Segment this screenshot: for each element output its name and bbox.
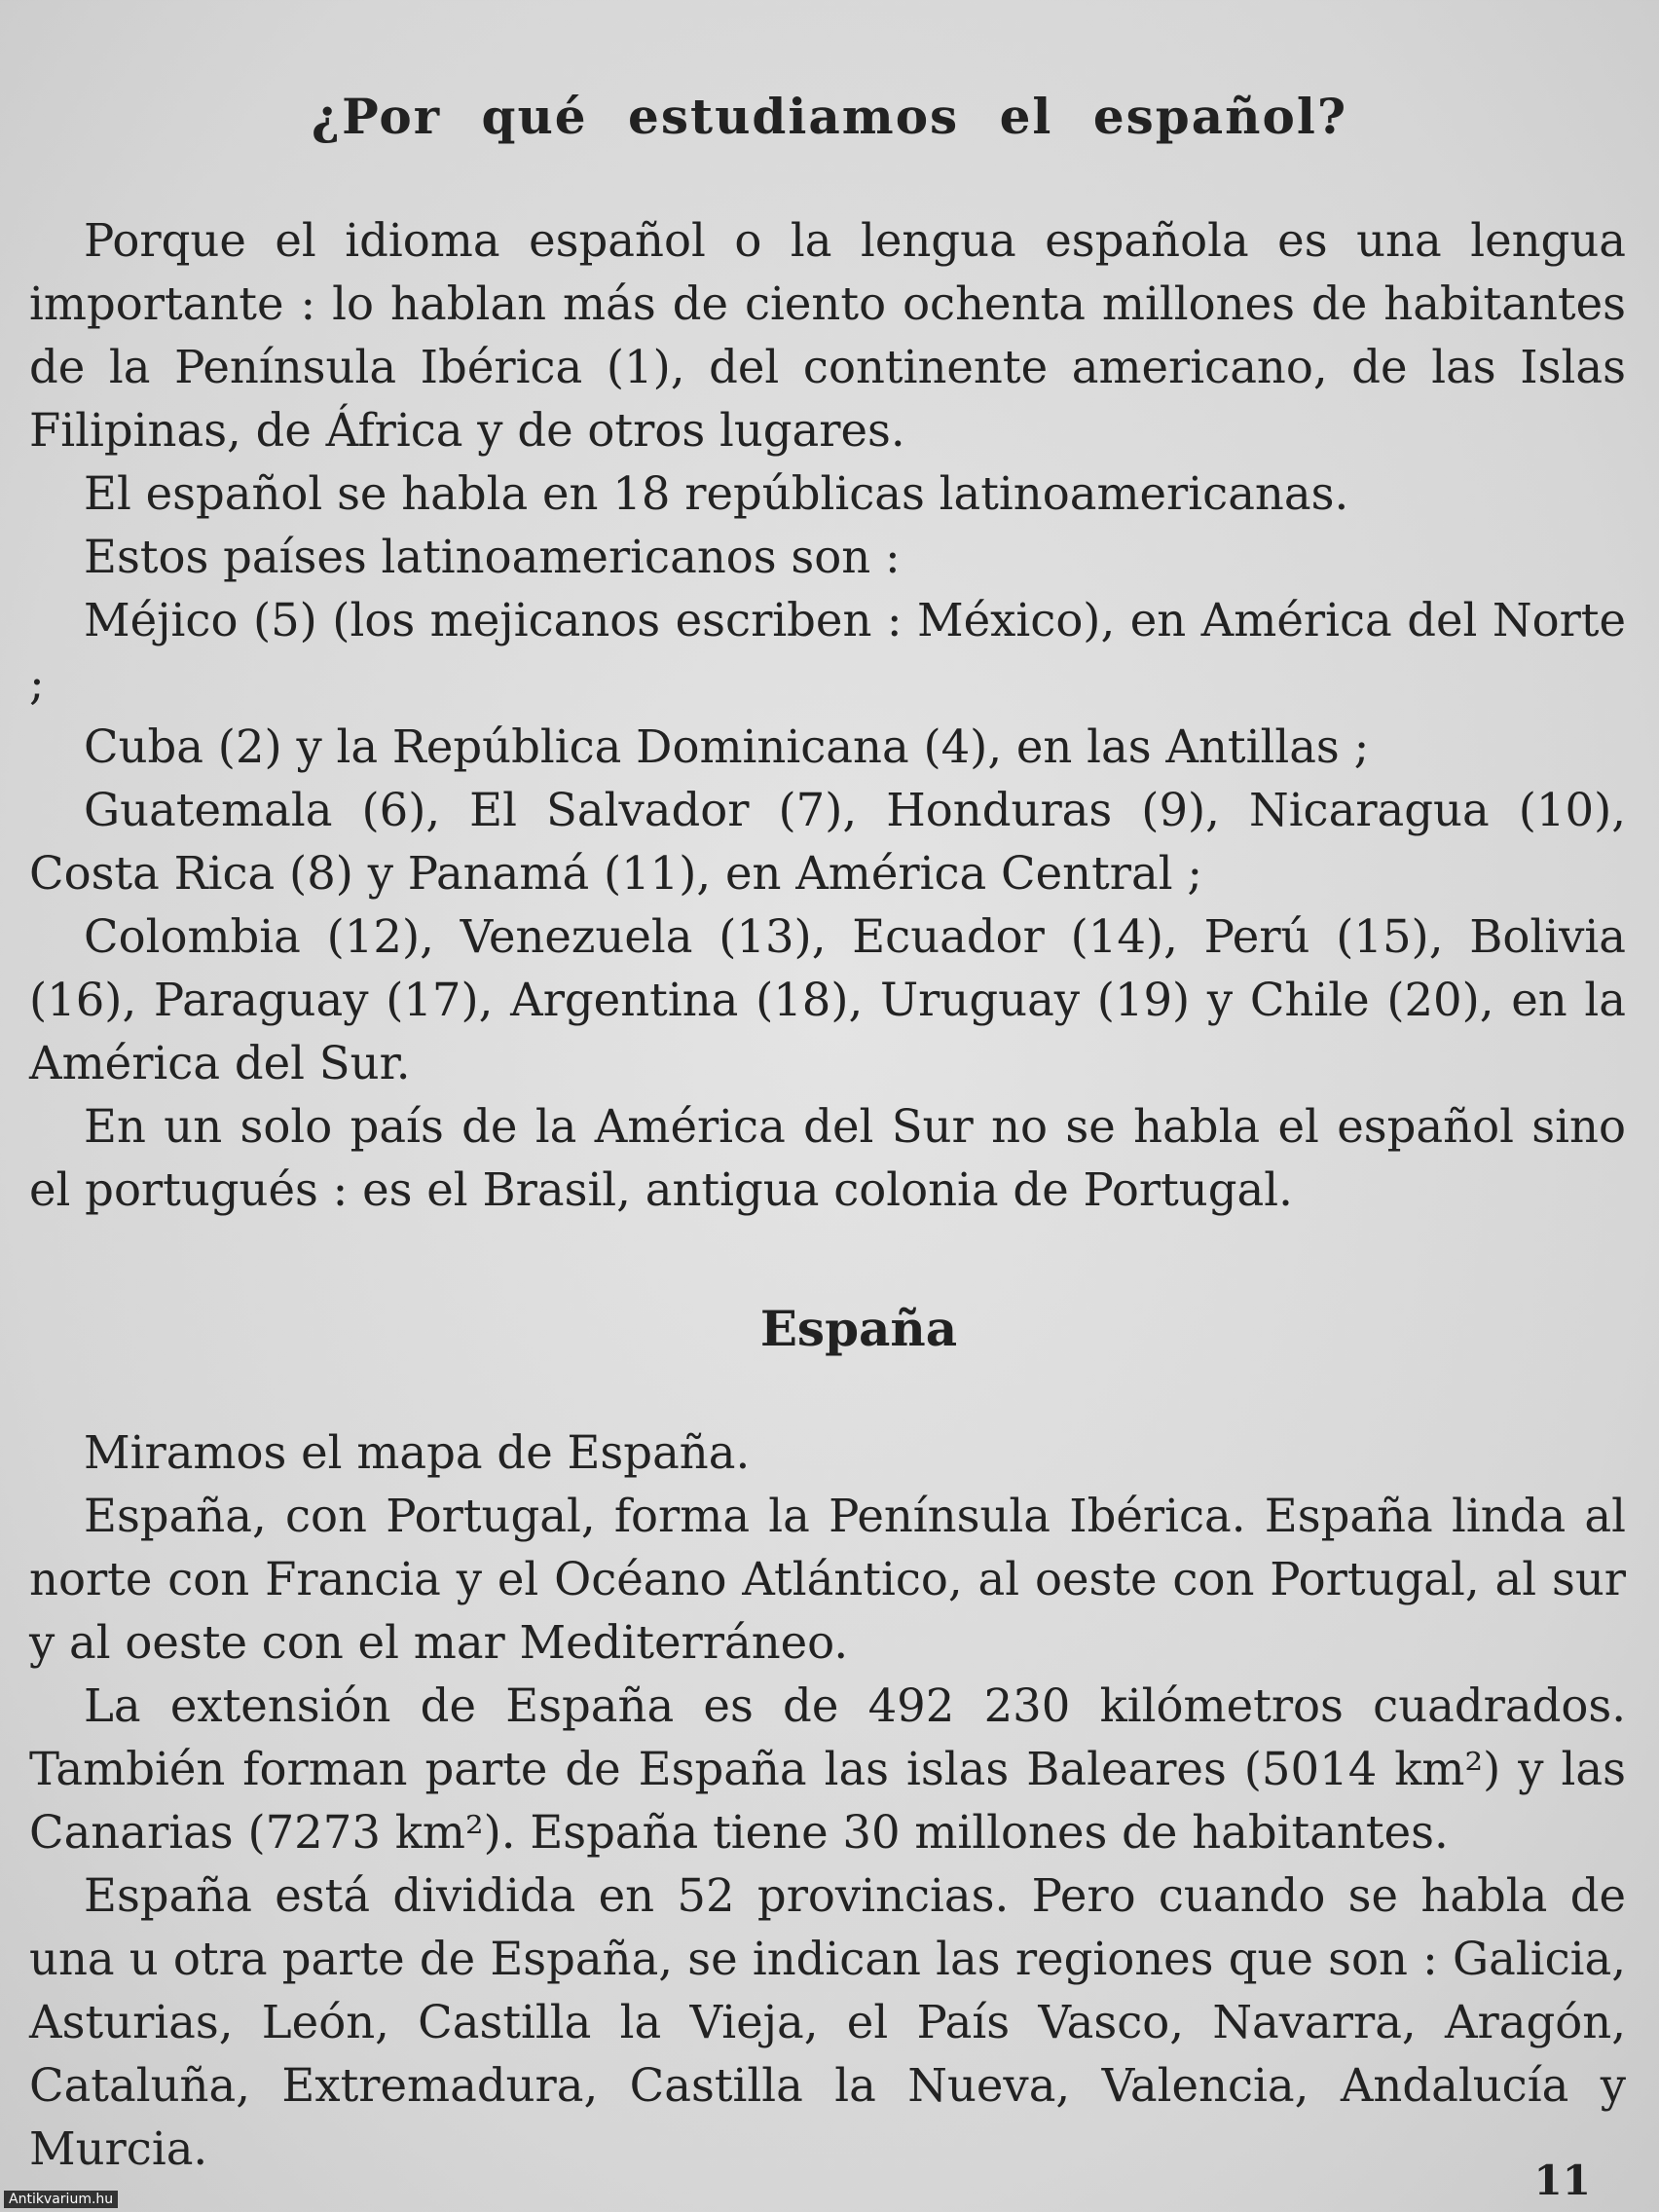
- watermark: Antikvarium.hu: [4, 2191, 118, 2208]
- paragraph: España está dividida en 52 provincias. Pero cuando se habla de una u otra parte de España, se indican las regiones que son : Galicia, Asturias, León, Castilla la Vieja, el País Vasco, Navarra, Aragón, Cataluña, Extremadura, Castilla la Nueva, Valencia, Andalucía y Murcia.: [29, 1869, 1626, 2175]
- paragraph: El español se habla en 18 repúblicas latinoamericanas.: [84, 467, 1349, 520]
- page-number: 11: [1533, 2157, 1591, 2204]
- section-heading-espana: España: [759, 1300, 958, 1357]
- paragraph: Méjico (5) (los mejicanos escriben : México), en América del Norte ;: [29, 594, 1626, 710]
- paragraph: Colombia (12), Venezuela (13), Ecuador (14), Perú (15), Bolivia (16), Paraguay (17), Argentina (18), Uruguay (19) y Chile (20), en la América del Sur.: [29, 910, 1626, 1089]
- section-why-spanish: [29, 209, 1626, 1222]
- paragraph: Estos países latinoamericanos son :: [84, 531, 901, 583]
- paragraph: Cuba (2) y la República Dominicana (4), en las Antillas ;: [84, 720, 1370, 773]
- section-espana: [29, 1421, 1626, 2181]
- paragraph: Miramos el mapa de España.: [84, 1426, 751, 1479]
- paragraph: La extensión de España es de 492 230 kilómetros cuadrados. También forman parte de España las islas Baleares (5014 km²) y las Canarias (7273 km²). España tiene 30 millones de habitantes.: [29, 1679, 1626, 1859]
- paragraph: Guatemala (6), El Salvador (7), Honduras (9), Nicaragua (10), Costa Rica (8) y Panamá (11), en América Central ;: [29, 784, 1626, 900]
- paragraph: Porque el idioma español o la lengua española es una lengua importante : lo hablan más de ciento ochenta millones de habitantes de la Península Ibérica (1), del continente americano, de las Islas Filipinas, de África y de otros lugares.: [29, 214, 1626, 457]
- page-title: ¿Por qué estudiamos el español?: [311, 88, 1348, 145]
- paragraph: En un solo país de la América del Sur no se habla el español sino el portugués : es el Brasil, antigua colonia de Portugal.: [29, 1100, 1626, 1216]
- paragraph: España, con Portugal, forma la Península Ibérica. España linda al norte con Francia y el Océano Atlántico, al oeste con Portugal, al sur y al oeste con el mar Mediterráneo.: [29, 1490, 1626, 1669]
